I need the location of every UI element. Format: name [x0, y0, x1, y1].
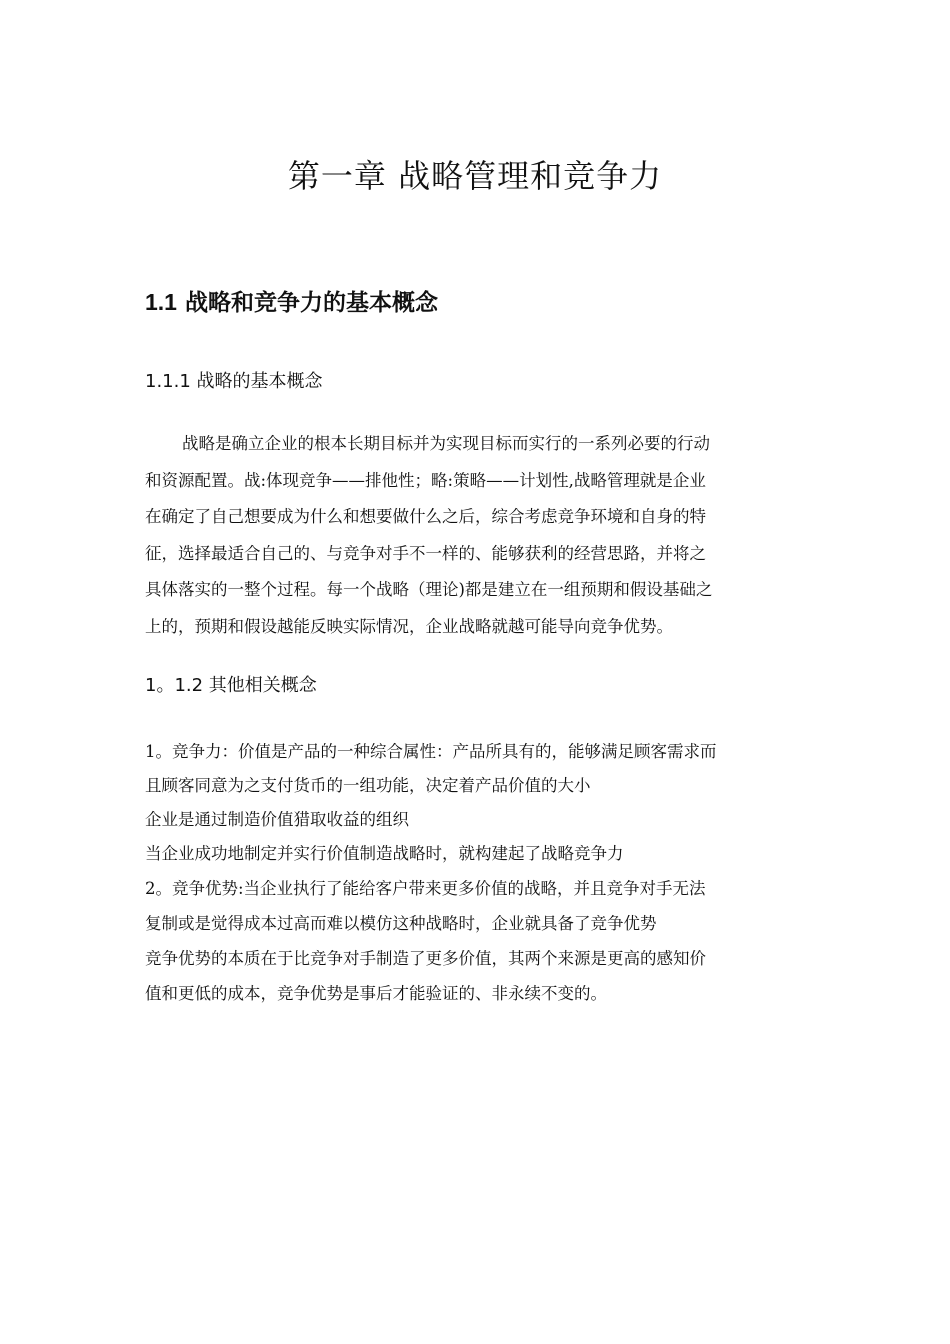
strategy-definition-paragraph: [145, 426, 807, 645]
paragraph-line: 和资源配置。战:体现竞争——排他性；略:策略——计划性,战略管理就是企业: [145, 470, 706, 490]
chapter-title: 第一章 战略管理和竞争力: [287, 157, 663, 195]
concept-line: 竞争优势的本质在于比竞争对手制造了更多价值，其两个来源是更高的感知价: [145, 949, 706, 968]
concept-line: 复制或是觉得成本过高而难以模仿这种战略时，企业就具备了竞争优势: [145, 914, 657, 933]
section-title-text: 战略和竞争力的基本概念: [185, 290, 438, 316]
paragraph-line: 征，选择最适合自己的、与竞争对手不一样的、能够获利的经营思路，并将之: [145, 543, 706, 563]
concept-line: 1。竞争力：价值是产品的一种综合属性：产品所具有的，能够满足顾客需求而: [145, 742, 717, 761]
concept-line: 且顾客同意为之支付货币的一组功能，决定着产品价值的大小: [145, 776, 591, 795]
related-concepts-block: [145, 734, 825, 1011]
paragraph-line: 具体落实的一整个过程。每一个战略（理论)都是建立在一组预期和假设基础之: [145, 580, 713, 599]
paragraph-line: 战略是确立企业的根本长期目标并为实现目标而实行的一系列必要的行动: [182, 434, 710, 453]
paragraph-line: 上的，预期和假设越能反映实际情况，企业战略就越可能导向竞争优势。: [145, 616, 673, 636]
concept-line: 2。竞争优势:当企业执行了能给客户带来更多价值的战略，并且竞争对手无法: [145, 879, 706, 898]
subsection-heading-2: 1。1.2 其他相关概念: [145, 675, 317, 696]
concept-line: 企业是通过制造价值猎取收益的组织: [145, 810, 409, 829]
concept-line: 值和更低的成本，竞争优势是事后才能验证的、非永续不变的。: [145, 984, 607, 1003]
paragraph-line: 在确定了自己想要成为什么和想要做什么之后，综合考虑竞争环境和自身的特: [145, 507, 706, 526]
subsection-heading-1: 1.1.1 战略的基本概念: [145, 371, 323, 392]
section-number: 1.1: [145, 289, 177, 315]
section-heading: [145, 282, 438, 323]
concept-line: 当企业成功地制定并实行价值制造战略时，就构建起了战略竞争力: [145, 844, 624, 863]
